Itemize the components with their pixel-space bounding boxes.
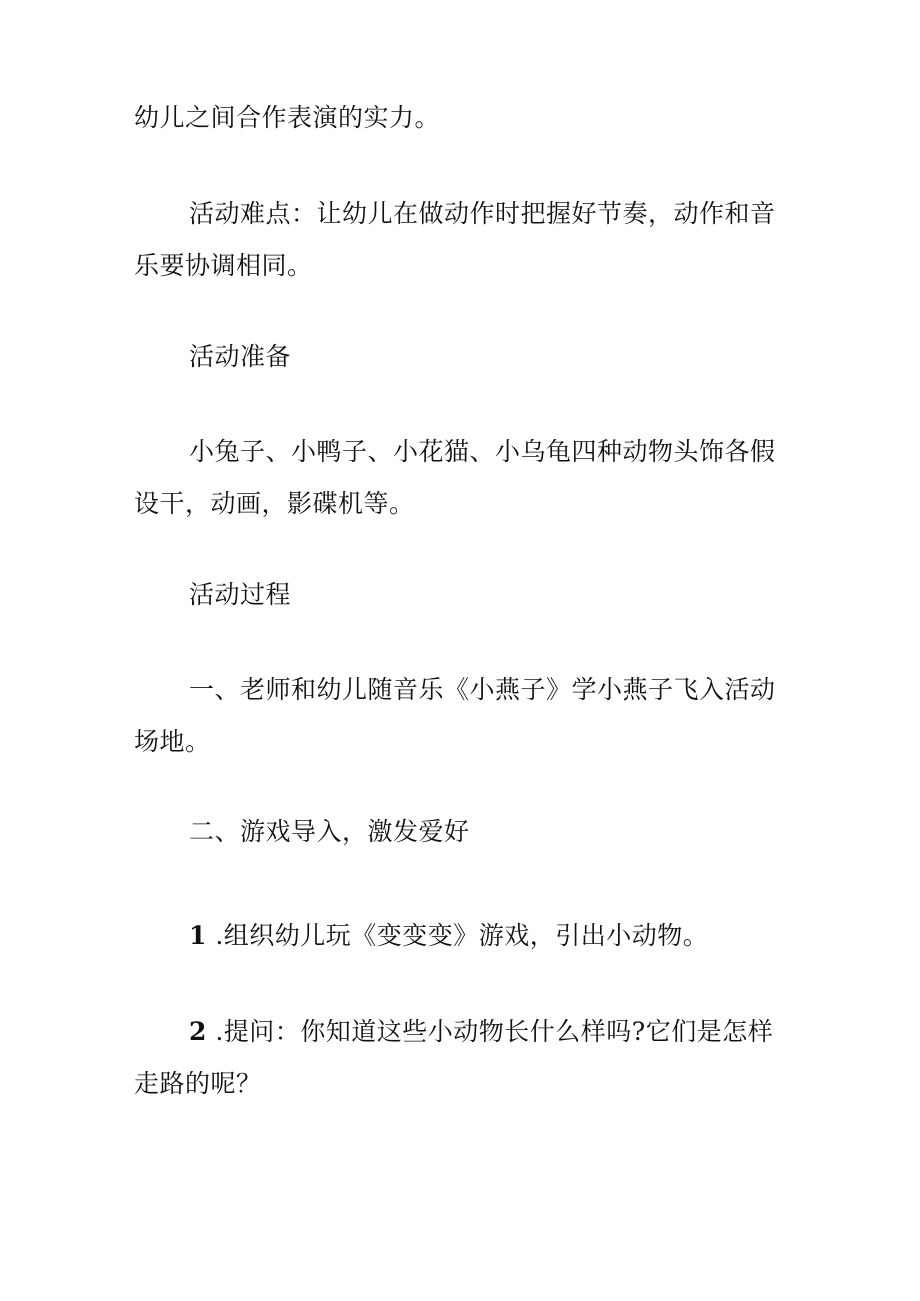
numbered-item-1 bbox=[134, 910, 794, 962]
paragraph-step-two: 二、游戏导入，激发爱好 bbox=[189, 817, 470, 846]
paragraph-continuation: 幼儿之间合作表演的实力。 bbox=[134, 103, 441, 132]
numbered-item-2 bbox=[134, 1006, 794, 1110]
paragraph-activity-difficulty: 活动难点：让幼儿在做动作时把握好节奏，动作和音乐要协调相同。 bbox=[134, 199, 776, 280]
heading-activity-preparation: 活动准备 bbox=[189, 342, 292, 371]
heading-activity-process: 活动过程 bbox=[189, 580, 292, 609]
item-number: 1 bbox=[189, 921, 207, 950]
item-text: .组织幼儿玩《变变变》游戏，引出小动物。 bbox=[215, 921, 709, 950]
paragraph-step-one: 一、老师和幼儿随音乐《小燕子》学小燕子飞入活动场地。 bbox=[134, 675, 776, 756]
item-text: .提问：你知道这些小动物长什么样吗?它们是怎样走路的呢？ bbox=[134, 1017, 774, 1098]
paragraph-preparation-materials: 小兔子、小鸭子、小花猫、小乌龟四种动物头饰各假设干，动画，影碟机等。 bbox=[134, 437, 776, 518]
item-number: 2 bbox=[189, 1017, 207, 1046]
